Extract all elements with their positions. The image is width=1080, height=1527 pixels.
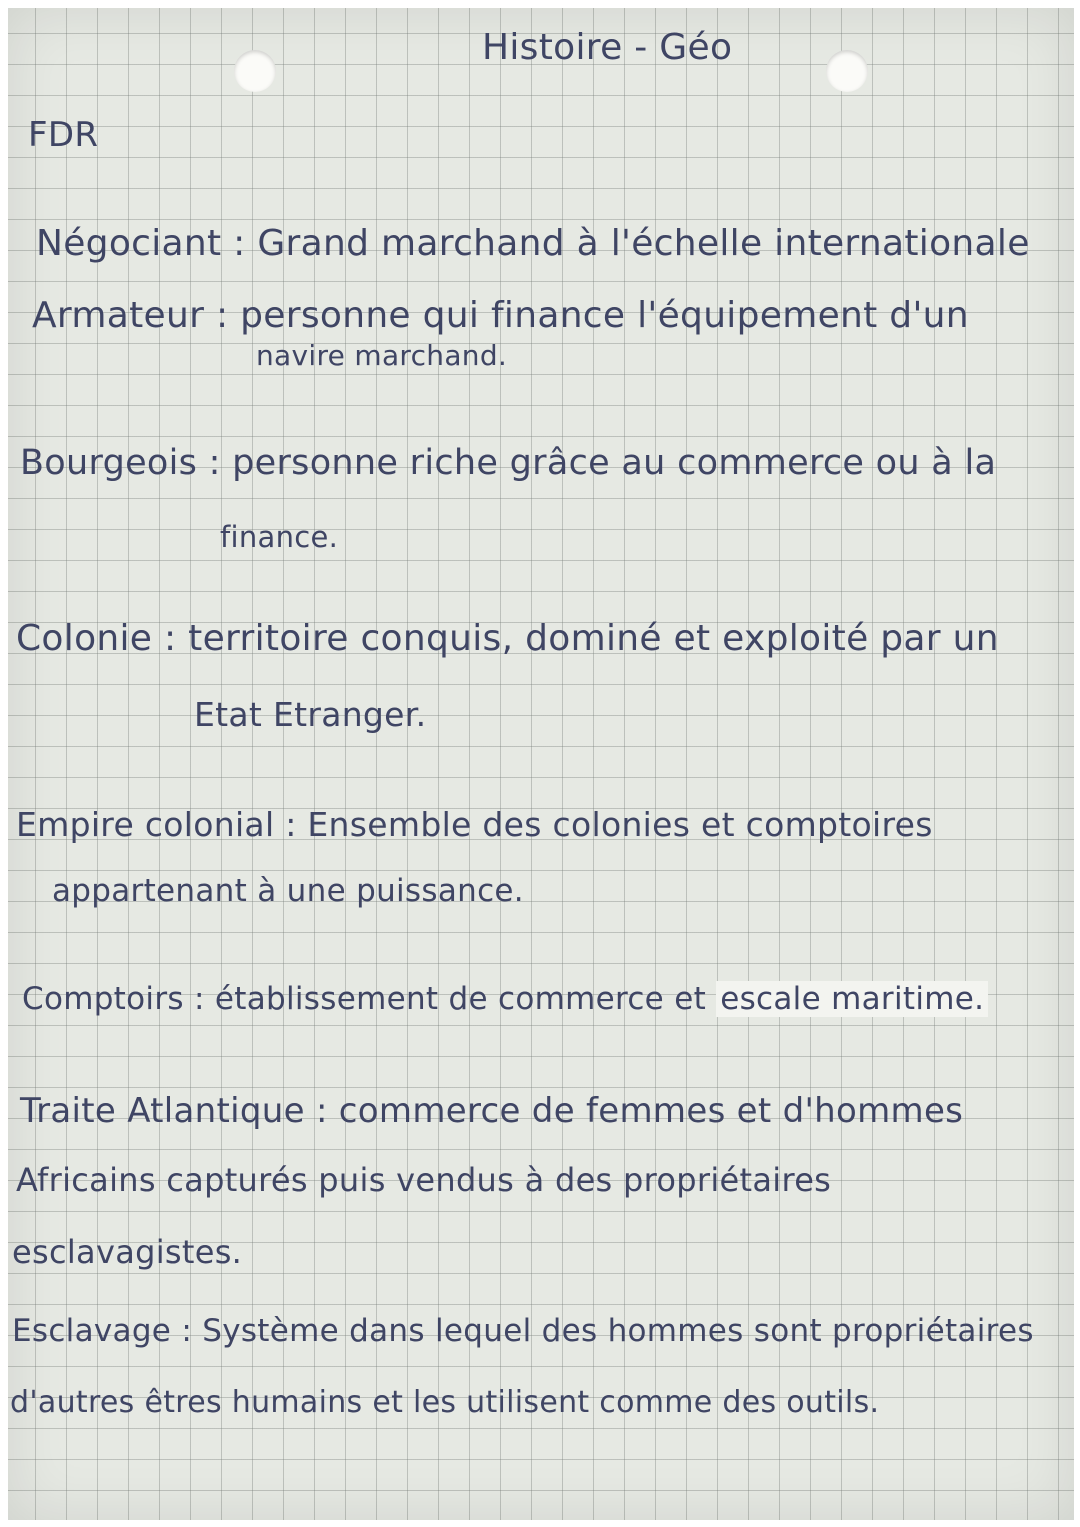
definition-negociant: Négociant : Grand marchand à l'échelle internationale <box>36 223 1030 264</box>
highlighted-text: escale maritime. <box>716 981 988 1017</box>
definition-empire-colonial-continued: appartenant à une puissance. <box>52 873 524 909</box>
definition-esclavage: Esclavage : Système dans lequel des hommes sont propriétaires <box>12 1313 1034 1349</box>
definition-comptoirs <box>22 981 988 1017</box>
punch-hole-right <box>826 50 868 92</box>
section-label: FDR <box>28 115 99 155</box>
definition-comptoirs-text: Comptoirs : établissement de commerce et <box>22 981 707 1017</box>
definition-bourgeois-continued: finance. <box>220 520 339 554</box>
punch-hole-left <box>234 50 276 92</box>
definition-traite-atlantique-continued: Africains capturés puis vendus à des propriétaires <box>16 1161 832 1199</box>
definition-esclavage-continued: d'autres êtres humains et les utilisent comme des outils. <box>10 1385 880 1420</box>
definition-armateur: Armateur : personne qui finance l'équipement d'un <box>32 295 969 336</box>
page-title: Histoire - Géo <box>482 27 733 68</box>
definition-colonie-continued: Etat Etranger. <box>194 695 427 734</box>
definition-armateur-continued: navire marchand. <box>256 339 508 372</box>
definition-empire-colonial: Empire colonial : Ensemble des colonies et comptoires <box>16 805 933 844</box>
definition-bourgeois: Bourgeois : personne riche grâce au commerce ou à la <box>20 443 997 483</box>
notebook-page <box>8 8 1074 1520</box>
definition-colonie: Colonie : territoire conquis, dominé et exploité par un <box>16 618 999 659</box>
definition-traite-atlantique: Traite Atlantique : commerce de femmes et d'hommes <box>20 1091 964 1131</box>
definition-traite-atlantique-end: esclavagistes. <box>12 1233 243 1271</box>
